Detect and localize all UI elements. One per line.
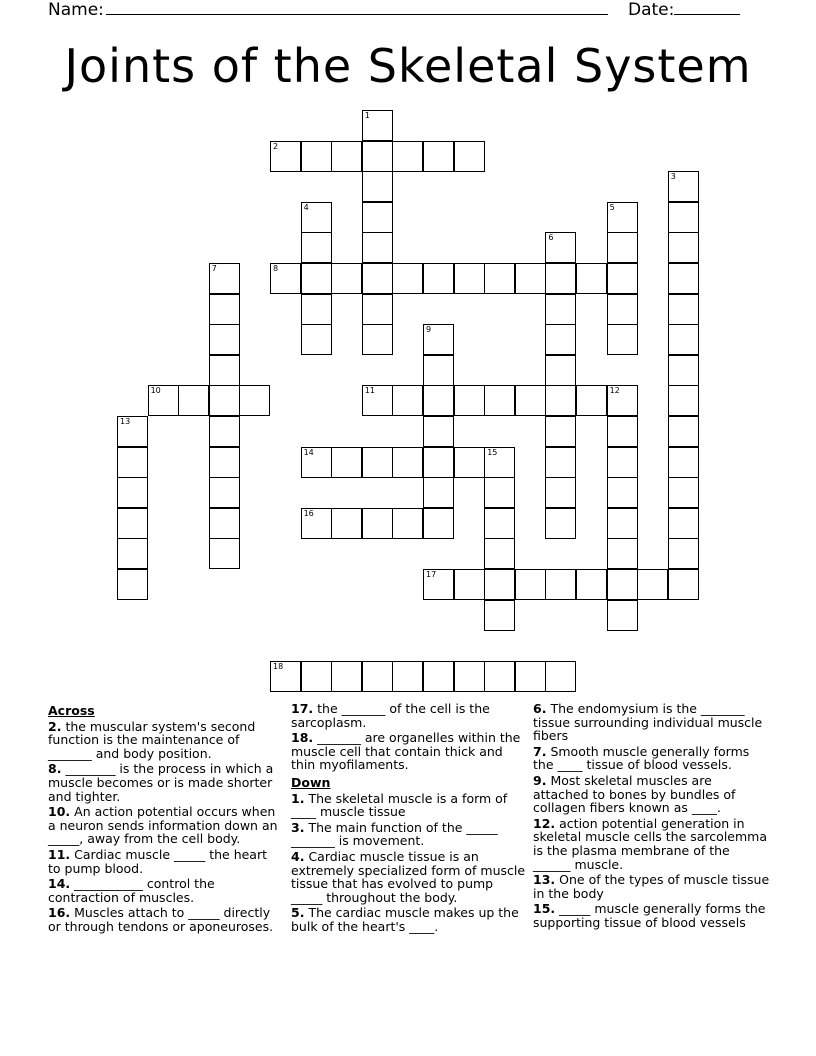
- clue-across-16: 16. Muscles attach to _____ directly or through tendons or aponeuroses.: [48, 905, 274, 934]
- crossword-cell[interactable]: [423, 477, 454, 508]
- crossword-cell[interactable]: [515, 569, 546, 600]
- crossword-cell[interactable]: [148, 385, 179, 416]
- crossword-cell[interactable]: [454, 569, 485, 600]
- crossword-cell[interactable]: [331, 508, 362, 539]
- crossword-cell[interactable]: [423, 416, 454, 447]
- crossword-cell[interactable]: [301, 324, 332, 355]
- clue-down-12: 12. action potential generation in skeletal muscle cells the sarcolemma is the plasma membrane of the ______ muscle.: [533, 815, 768, 872]
- crossword-cell[interactable]: [668, 294, 699, 325]
- crossword-cell[interactable]: [362, 324, 393, 355]
- crossword-cell[interactable]: [117, 477, 148, 508]
- crossword-cell[interactable]: [607, 477, 638, 508]
- crossword-cell[interactable]: [454, 263, 485, 294]
- clue-down-13: 13. One of the types of muscle tissue in the body: [533, 872, 770, 901]
- cell-number: 8: [273, 264, 279, 273]
- crossword-cell[interactable]: [545, 355, 576, 386]
- crossword-cell[interactable]: [607, 263, 638, 294]
- crossword-cell[interactable]: [484, 477, 515, 508]
- crossword-cell[interactable]: [301, 263, 332, 294]
- crossword-cell[interactable]: [117, 447, 148, 478]
- crossword-cell[interactable]: [331, 661, 362, 692]
- crossword-cell[interactable]: [607, 385, 638, 416]
- crossword-cell[interactable]: [270, 263, 301, 294]
- clue-down-15: 15. _____ muscle generally forms the supporting tissue of blood vessels: [533, 901, 766, 930]
- crossword-cell[interactable]: [392, 141, 423, 172]
- crossword-cell[interactable]: [423, 385, 454, 416]
- clue-down-9: 9. Most skeletal muscles are attached to bones by bundles of collagen fibers known as ____.: [533, 772, 736, 816]
- crossword-cell[interactable]: [637, 569, 668, 600]
- crossword-cell[interactable]: [484, 447, 515, 478]
- crossword-cell[interactable]: [331, 263, 362, 294]
- date-label: Date:: [628, 0, 675, 20]
- crossword-cell[interactable]: [607, 202, 638, 233]
- crossword-cell[interactable]: [454, 661, 485, 692]
- crossword-cell[interactable]: [423, 569, 454, 600]
- clue-across-10: 10. An action potential occurs when a neuron sends information down an _____, away from the cell body.: [48, 804, 278, 847]
- crossword-cell[interactable]: [545, 508, 576, 539]
- crossword-cell[interactable]: [668, 385, 699, 416]
- crossword-cell[interactable]: [484, 508, 515, 539]
- crossword-cell[interactable]: [668, 202, 699, 233]
- cell-number: 18: [273, 661, 284, 671]
- clue-down-5: 5. The cardiac muscle makes up the bulk of the heart's ____.: [291, 905, 519, 934]
- crossword-cell[interactable]: [301, 294, 332, 325]
- crossword-cell[interactable]: [607, 538, 638, 569]
- date-blank-line[interactable]: [674, 14, 740, 15]
- cell-number: 11: [364, 386, 375, 396]
- cell-number: 10: [150, 386, 161, 396]
- crossword-cell[interactable]: [392, 508, 423, 539]
- down-heading: Down: [291, 774, 331, 790]
- clue-across-2: 2. the muscular system's second function is the maintenance of _______ and body position.: [48, 718, 256, 761]
- clue-down-7: 7. Smooth muscle generally forms the ____ tissue of blood vessels.: [533, 743, 750, 773]
- crossword-cell[interactable]: [362, 661, 393, 692]
- crossword-cell[interactable]: [484, 600, 515, 631]
- cell-number: 7: [211, 264, 217, 273]
- cell-number: 17: [426, 570, 437, 579]
- clue-across-11: 11. Cardiac muscle _____ the heart to pump blood.: [48, 846, 268, 876]
- crossword-cell[interactable]: [668, 538, 699, 569]
- crossword-cell[interactable]: [270, 141, 301, 172]
- cell-number: 16: [303, 508, 314, 518]
- crossword-cell[interactable]: [362, 232, 393, 263]
- clue-down-1: 1. The skeletal muscle is a form of ____ muscle tissue: [291, 790, 508, 820]
- cell-number: 15: [487, 447, 498, 457]
- crossword-cell[interactable]: [301, 661, 332, 692]
- crossword-cell[interactable]: [545, 569, 576, 600]
- clue-across-18: 18. _______ are organelles within the muscle cell that contain thick and thin myofilaments.: [291, 730, 521, 773]
- crossword-cell[interactable]: [423, 508, 454, 539]
- crossword-cell[interactable]: [668, 477, 699, 508]
- cell-number: 12: [609, 386, 620, 396]
- crossword-cell[interactable]: [392, 263, 423, 294]
- crossword-cell[interactable]: [484, 538, 515, 569]
- clue-down-6: 6. The endomysium is the _______ tissue surrounding individual muscle fibers: [533, 701, 763, 744]
- crossword-cell[interactable]: [362, 294, 393, 325]
- crossword-cell[interactable]: [607, 447, 638, 478]
- crossword-cell[interactable]: [392, 661, 423, 692]
- crossword-cell[interactable]: [668, 508, 699, 539]
- crossword-cell[interactable]: [668, 324, 699, 355]
- cell-number: 14: [303, 447, 314, 457]
- crossword-cell[interactable]: [423, 661, 454, 692]
- crossword-cell[interactable]: [239, 385, 270, 416]
- page-title: Joints of the Skeletal System: [64, 39, 752, 93]
- clue-across-17: 17. the _______ of the cell is the sarcoplasm.: [291, 701, 490, 730]
- crossword-cell[interactable]: [668, 171, 699, 202]
- name-blank-line[interactable]: [106, 14, 608, 15]
- crossword-cell[interactable]: [392, 385, 423, 416]
- crossword-cell[interactable]: [301, 232, 332, 263]
- crossword-cell[interactable]: [117, 416, 148, 447]
- crossword-cell[interactable]: [545, 477, 576, 508]
- crossword-cell[interactable]: [607, 569, 638, 600]
- crossword-cell[interactable]: [178, 385, 209, 416]
- crossword-cell[interactable]: [423, 447, 454, 478]
- crossword-cell[interactable]: [362, 141, 393, 172]
- crossword-cell[interactable]: [545, 263, 576, 294]
- cell-number: 4: [303, 202, 309, 212]
- crossword-cell[interactable]: [607, 416, 638, 447]
- clue-down-4: 4. Cardiac muscle tissue is an extremely specialized form of muscle tissue that has evolved to pump _____ throughout the body.: [291, 848, 526, 905]
- crossword-cell[interactable]: [576, 263, 607, 294]
- crossword-cell[interactable]: [515, 385, 546, 416]
- cell-number: 13: [120, 417, 131, 426]
- crossword-cell[interactable]: [454, 447, 485, 478]
- crossword-cell[interactable]: [668, 355, 699, 386]
- crossword-cell[interactable]: [362, 263, 393, 294]
- crossword-cell[interactable]: [545, 416, 576, 447]
- crossword-cell[interactable]: [607, 294, 638, 325]
- crossword-cell[interactable]: [668, 263, 699, 294]
- crossword-cell[interactable]: [209, 416, 240, 447]
- crossword-cell[interactable]: [209, 447, 240, 478]
- name-label: Name:: [48, 0, 104, 20]
- clue-across-14: 14. ___________ control the contraction of muscles.: [48, 876, 215, 905]
- crossword-cell[interactable]: [362, 202, 393, 233]
- cell-number: 6: [548, 233, 554, 243]
- crossword-cell[interactable]: [423, 324, 454, 355]
- crossword-cell[interactable]: [117, 508, 148, 539]
- crossword-cell[interactable]: [362, 385, 393, 416]
- clue-down-3: 3. The main function of the _____ _______ is movement.: [291, 819, 498, 849]
- crossword-cell[interactable]: [209, 324, 240, 355]
- crossword-cell[interactable]: [423, 263, 454, 294]
- crossword-cell[interactable]: [668, 416, 699, 447]
- crossword-cell[interactable]: [209, 477, 240, 508]
- crossword-cell[interactable]: [117, 569, 148, 600]
- crossword-cell[interactable]: [607, 508, 638, 539]
- crossword-cell[interactable]: [545, 447, 576, 478]
- crossword-cell[interactable]: [209, 355, 240, 386]
- crossword-cell[interactable]: [362, 171, 393, 202]
- crossword-cell[interactable]: [362, 508, 393, 539]
- cell-number: 1: [364, 111, 370, 120]
- crossword-cell[interactable]: [484, 661, 515, 692]
- clues-column-2: [291, 700, 527, 934]
- crossword-cell[interactable]: [209, 508, 240, 539]
- crossword-cell[interactable]: [545, 324, 576, 355]
- crossword-cell[interactable]: [484, 263, 515, 294]
- crossword-cell[interactable]: [117, 538, 148, 569]
- crossword-cell[interactable]: [362, 447, 393, 478]
- crossword-cell[interactable]: [515, 661, 546, 692]
- across-heading: Across: [48, 703, 95, 718]
- crossword-cell[interactable]: [607, 324, 638, 355]
- clue-across-8: 8. ________ is the process in which a muscle becomes or is made shorter and tighter.: [48, 761, 274, 804]
- crossword-cell[interactable]: [301, 447, 332, 478]
- crossword-cell[interactable]: [270, 661, 301, 692]
- crossword-cell[interactable]: [668, 232, 699, 263]
- cell-number: 2: [273, 141, 279, 151]
- crossword-cell[interactable]: [209, 538, 240, 569]
- crossword-cell[interactable]: [423, 141, 454, 172]
- crossword-cell[interactable]: [668, 447, 699, 478]
- cell-number: 3: [670, 172, 676, 182]
- clues-column-3: [533, 700, 771, 930]
- clues-column-1: [48, 700, 278, 934]
- crossword-cell[interactable]: [668, 569, 699, 600]
- cell-number: 5: [609, 202, 615, 212]
- crossword-cell[interactable]: [545, 294, 576, 325]
- crossword-cell[interactable]: [331, 447, 362, 478]
- crossword-cell[interactable]: [515, 263, 546, 294]
- crossword-cell[interactable]: [484, 569, 515, 600]
- crossword-cell[interactable]: [209, 263, 240, 294]
- crossword-cell[interactable]: [301, 141, 332, 172]
- crossword-cell[interactable]: [576, 569, 607, 600]
- crossword-cell[interactable]: [576, 385, 607, 416]
- crossword-cell[interactable]: [545, 385, 576, 416]
- crossword-cell[interactable]: [301, 202, 332, 233]
- crossword-cell[interactable]: [423, 355, 454, 386]
- crossword-cell[interactable]: [484, 385, 515, 416]
- crossword-cell[interactable]: [301, 508, 332, 539]
- crossword-cell[interactable]: [607, 600, 638, 631]
- crossword-cell[interactable]: [331, 141, 362, 172]
- crossword-cell[interactable]: [392, 447, 423, 478]
- crossword-cell[interactable]: [454, 141, 485, 172]
- cell-number: 9: [426, 325, 432, 335]
- header-line: [48, 0, 748, 22]
- crossword-cell[interactable]: [545, 661, 576, 692]
- crossword-cell[interactable]: [545, 232, 576, 263]
- crossword-cell[interactable]: [607, 232, 638, 263]
- crossword-cell[interactable]: [209, 294, 240, 325]
- crossword-cell[interactable]: [362, 110, 393, 141]
- crossword-cell[interactable]: [454, 385, 485, 416]
- crossword-cell[interactable]: [209, 385, 240, 416]
